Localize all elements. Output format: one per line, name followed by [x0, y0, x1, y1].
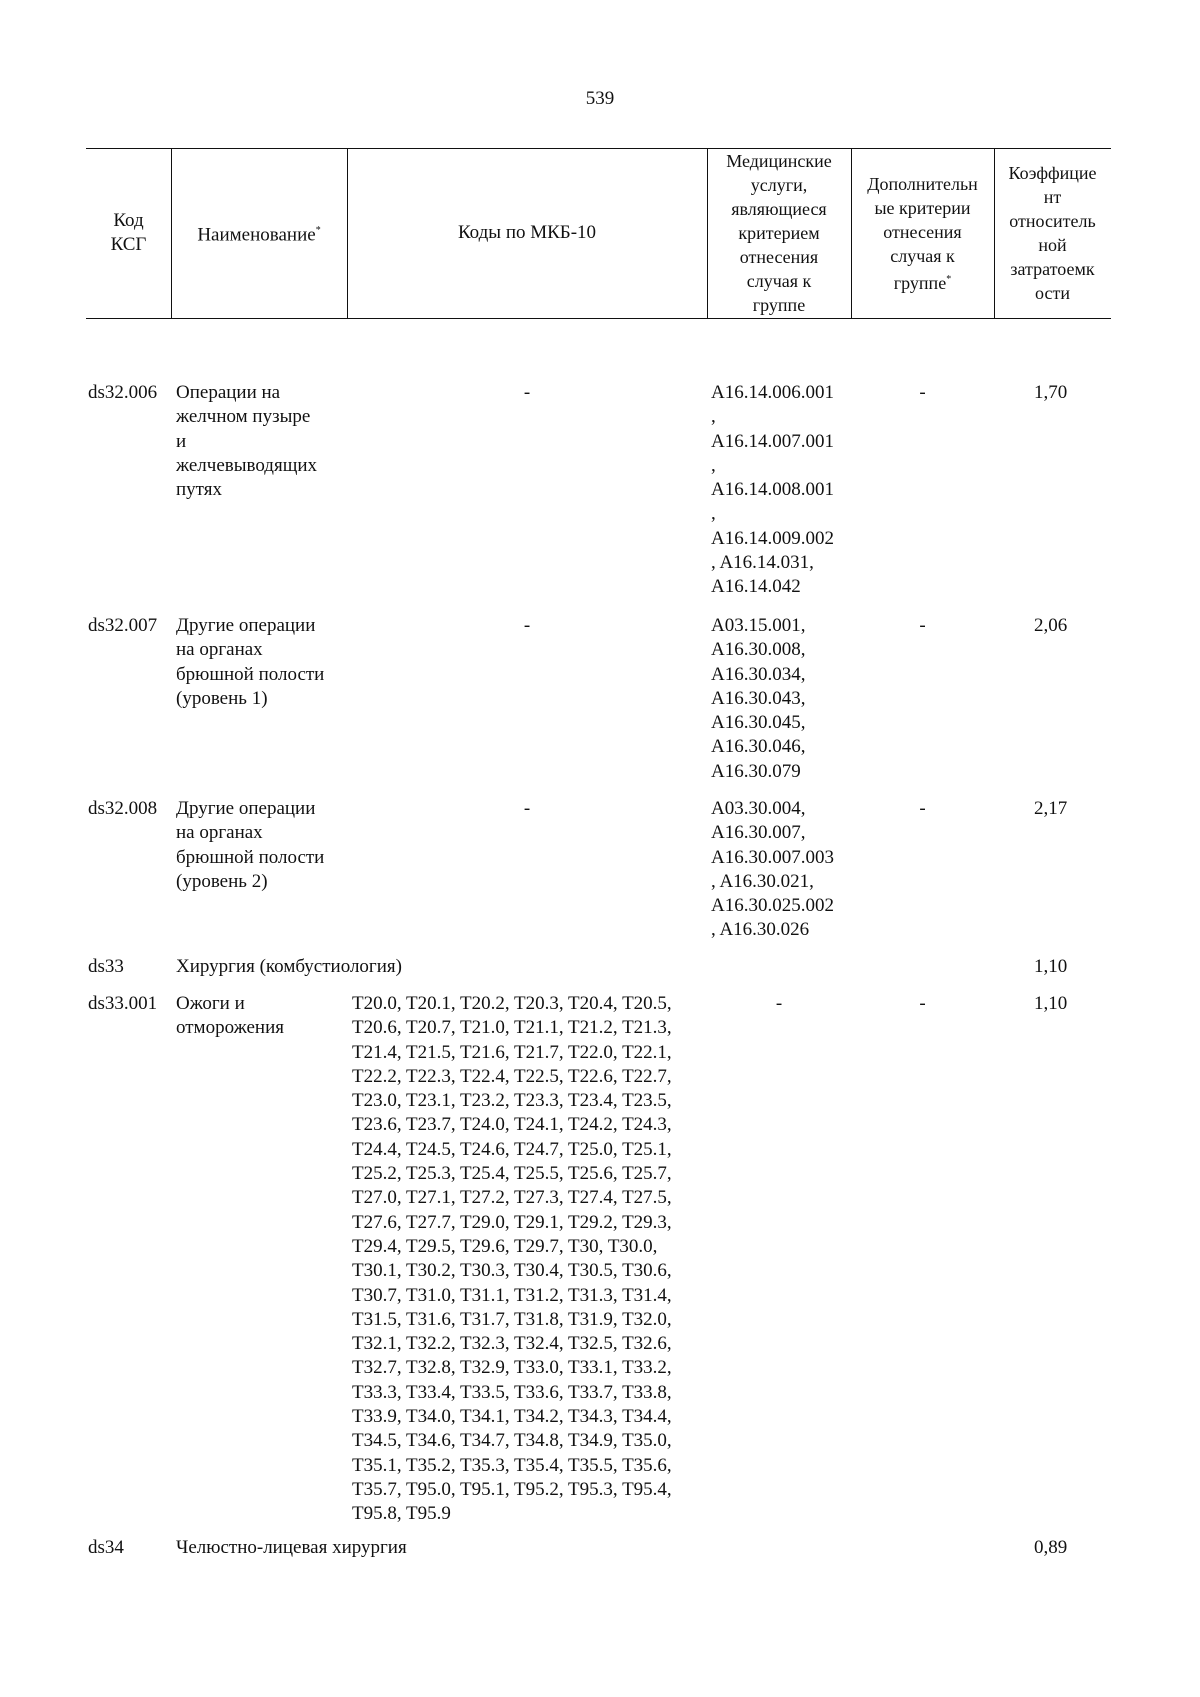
header-code: Код КСГ	[110, 210, 147, 255]
header-name: Наименование*	[197, 224, 321, 246]
row-services: A03.15.001, A16.30.008, A16.30.034, A16.30.043, A16.30.045, A16.30.046, A16.30.079	[711, 615, 806, 782]
row-extra: -	[919, 615, 926, 636]
row-code: ds32.006	[88, 382, 158, 403]
row-coefficient: 2,17	[1034, 798, 1068, 819]
row-icd: -	[523, 382, 531, 403]
group-code: ds34	[88, 1537, 124, 1558]
page-number: 539	[585, 88, 615, 109]
row-code: ds32.007	[88, 615, 158, 636]
row-coefficient: 2,06	[1034, 615, 1068, 636]
row-icd: -	[523, 615, 531, 636]
row-code: ds32.008	[88, 798, 158, 819]
group-name: Хирургия (комбустиология)	[176, 956, 402, 977]
group-name: Челюстно-лицевая хирургия	[176, 1537, 407, 1558]
row-services: A16.14.006.001 , A16.14.007.001 , A16.14.008.001 , A16.14.009.002 , A16.14.031, A16.14.042	[711, 382, 834, 598]
row-icd: -	[523, 798, 531, 819]
group-coefficient: 0,89	[1034, 1537, 1068, 1558]
row-extra: -	[919, 993, 926, 1014]
row-code: ds33.001	[88, 993, 158, 1014]
row-name: Операции на желчном пузыре и желчевыводящих путях	[176, 382, 318, 501]
table-header-bottom-rule	[86, 318, 1111, 319]
header-icd-codes: Коды по МКБ-10	[457, 222, 597, 243]
group-code: ds33	[88, 956, 124, 977]
row-extra: -	[919, 382, 926, 403]
row-icd: T20.0, T20.1, T20.2, T20.3, T20.4, T20.5, T20.6, T20.7, T21.0, T21.1, T21.2, T21.3, T21.4, T21.5, T21.6, T21.7, T22.0, T22.1, T22.2, T22.3, T22.4, T22.5, T22.6, T22.7, T23.0, T23.1, T23.2, T23.3, T23.4, T23.5, T23.6, T23.7, T24.0, T24.1, T24.2, T24.3, T24.4, T24.5, T24.6, T24.7, T25.0, T25.1, T25.2, T25.3, T25.4, T25.5, T25.6, T25.7, T27.0, T27.1, T27.2, T27.3, T27.4, T27.5, T27.6, T27.7, T29.0, T29.1, T29.2, T29.3, T29.4, T29.5, T29.6, T29.7, T30, T30.0, T30.1, T30.2, T30.3, T30.4, T30.5, T30.6, T30.7, T31.0, T31.1, T31.2, T31.3, T31.4, T31.5, T31.6, T31.7, T31.8, T31.9, T32.0, T32.1, T32.2, T32.3, T32.4, T32.5, T32.6, T32.7, T32.8, T32.9, T33.0, T33.1, T33.2, T33.3, T33.4, T33.5, T33.6, T33.7, T33.8, T33.9, T34.0, T34.1, T34.2, T34.3, T34.4, T34.5, T34.6, T34.7, T34.8, T34.9, T35.0, T35.1, T35.2, T35.3, T35.4, T35.5, T35.6, T35.7, T95.0, T95.1, T95.2, T95.3, T95.4, T95.8, T95.9	[352, 993, 672, 1525]
row-services: -	[775, 993, 783, 1014]
header-coefficient: Коэффицие нт относитель ной затратоемк ости	[1008, 163, 1097, 303]
row-name: Другие операции на органах брюшной полости (уровень 2)	[176, 798, 325, 892]
header-extra-criteria: Дополнительн ые критерии отнесения случая к группе*	[867, 173, 978, 293]
row-extra: -	[919, 798, 926, 819]
row-coefficient: 1,10	[1034, 993, 1068, 1014]
row-services: A03.30.004, A16.30.007, A16.30.007.003 , A16.30.021, A16.30.025.002 , A16.30.026	[711, 798, 834, 941]
row-name: Другие операции на органах брюшной полости (уровень 1)	[176, 615, 325, 709]
row-coefficient: 1,70	[1034, 382, 1068, 403]
row-name: Ожоги и отморожения	[176, 993, 284, 1039]
header-services: Медицинские услуги, являющиеся критерием отнесения случая к группе	[726, 151, 832, 315]
group-coefficient: 1,10	[1034, 956, 1068, 977]
